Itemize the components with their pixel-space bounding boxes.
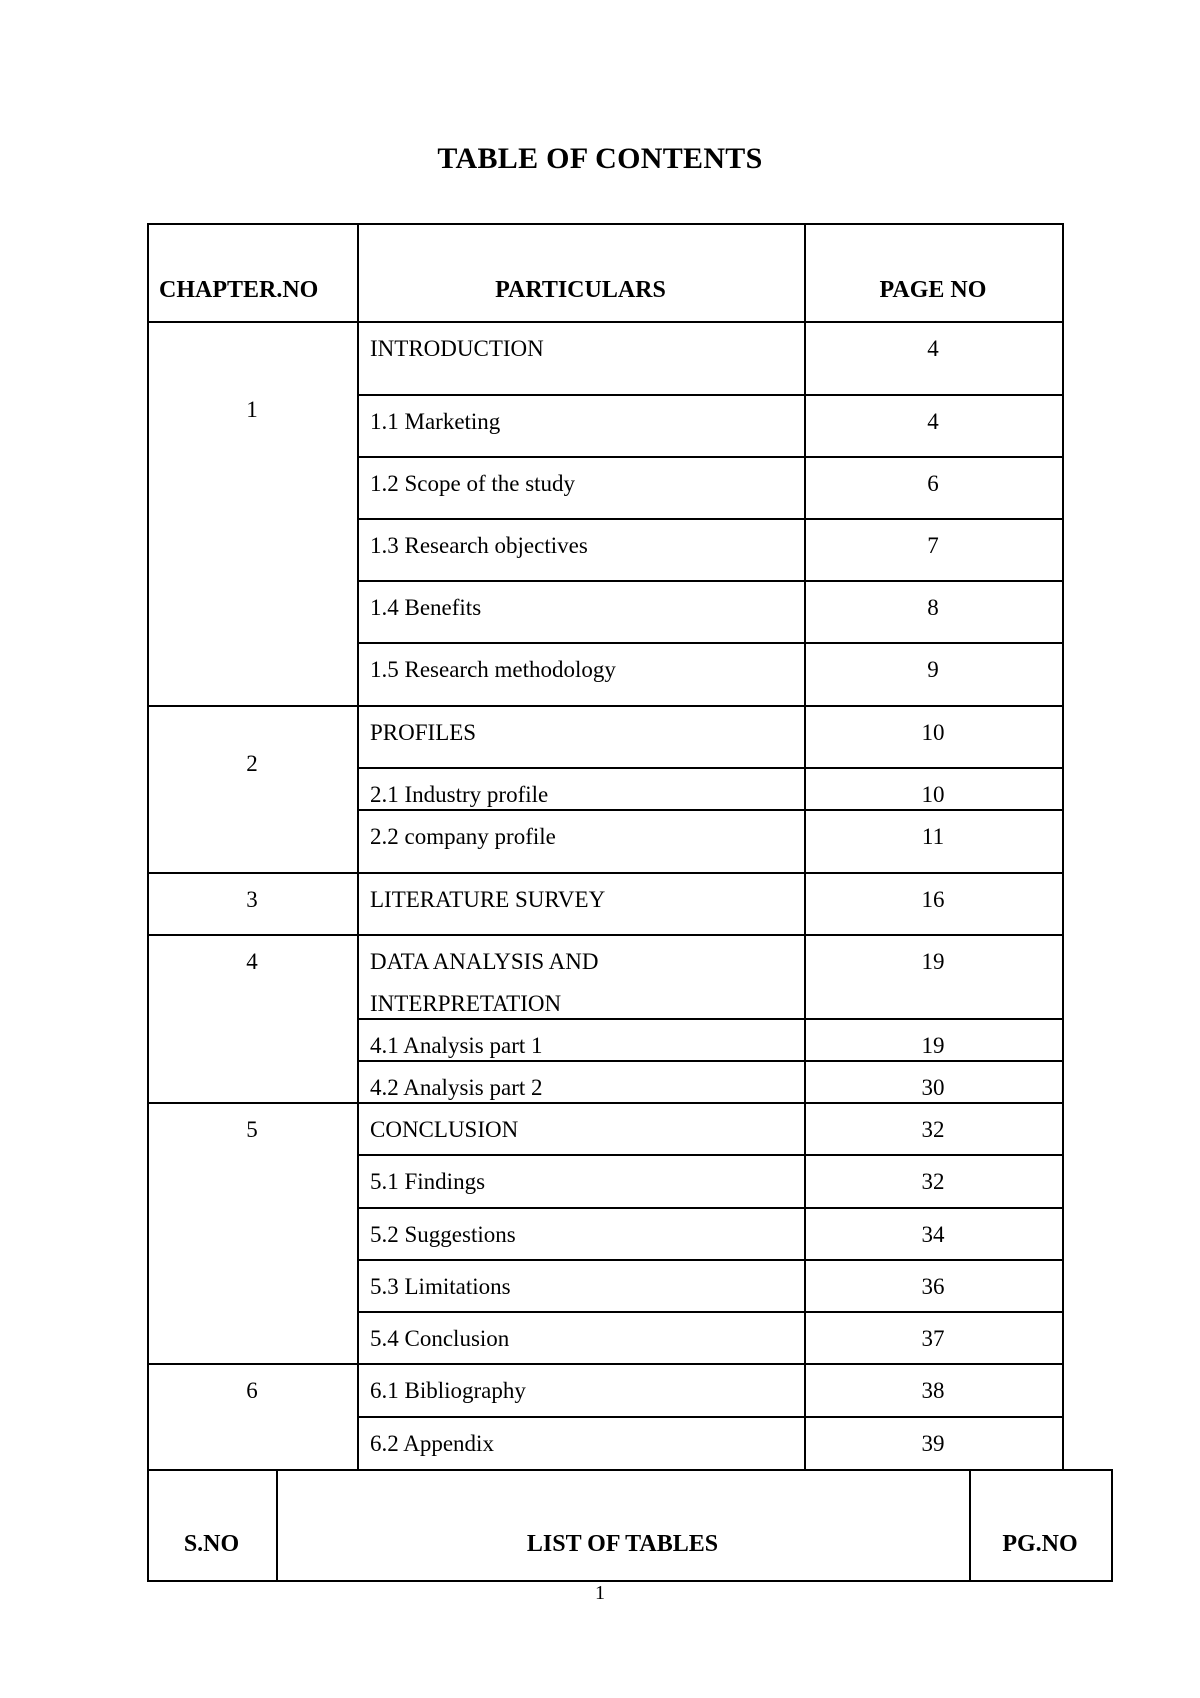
chapter-bottom-border (147, 1102, 1064, 1104)
toc-entry-page: 38 (921, 1378, 945, 1403)
row-divider (357, 809, 1064, 811)
toc-entry-page: 4 (927, 336, 939, 361)
row-divider (357, 1060, 1064, 1062)
table-border-top (147, 223, 1064, 225)
list-tables-divider-sno (276, 1469, 278, 1582)
toc-entry-title: 4.1 Analysis part 1 (370, 1033, 543, 1058)
toc-entry-page: 6 (927, 471, 939, 496)
chapter-number: 1 (246, 397, 258, 422)
column-header-chapter: CHAPTER.NO (159, 277, 319, 303)
toc-entry-page: 36 (921, 1274, 945, 1299)
list-tables-border-right (1111, 1469, 1113, 1582)
toc-entry-page: 4 (927, 409, 939, 434)
list-tables-border-left (147, 1469, 149, 1582)
toc-entry-title-continued: INTERPRETATION (370, 991, 562, 1016)
toc-entry-title: 6.2 Appendix (370, 1431, 494, 1456)
toc-entry-page: 39 (921, 1431, 945, 1456)
toc-entry-page: 32 (921, 1117, 945, 1142)
toc-entry-page: 32 (921, 1169, 945, 1194)
column-header-page: PAGE NO (879, 277, 987, 303)
toc-entry-page: 10 (921, 782, 945, 807)
toc-entry-title: 5.2 Suggestions (370, 1222, 516, 1247)
table-header-divider (147, 321, 1064, 323)
column-header-particulars: PARTICULARS (495, 277, 666, 303)
row-divider (357, 1416, 1064, 1418)
column-divider-chapter (357, 223, 359, 1471)
toc-entry-page: 16 (921, 887, 945, 912)
chapter-number: 2 (246, 751, 258, 776)
toc-entry-title: CONCLUSION (370, 1117, 519, 1142)
row-divider (357, 1259, 1064, 1261)
toc-entry-page: 30 (921, 1075, 945, 1100)
toc-entry-title: 4.2 Analysis part 2 (370, 1075, 543, 1100)
toc-entry-page: 10 (921, 720, 945, 745)
table-border-right (1062, 223, 1064, 1471)
toc-entry-page: 11 (921, 824, 945, 849)
toc-entry-page: 8 (927, 595, 939, 620)
toc-entry-page: 19 (921, 1033, 945, 1058)
toc-entry-title: 2.2 company profile (370, 824, 556, 849)
chapter-bottom-border (147, 705, 1064, 707)
toc-entry-title: 5.3 Limitations (370, 1274, 511, 1299)
page-number: 1 (595, 1582, 605, 1604)
toc-entry-title: 6.1 Bibliography (370, 1378, 526, 1403)
row-divider (357, 394, 1064, 396)
row-divider (357, 1207, 1064, 1209)
chapter-number: 5 (246, 1117, 258, 1142)
toc-entry-title: 5.1 Findings (370, 1169, 486, 1194)
toc-entry-title: 1.3 Research objectives (370, 533, 588, 558)
row-divider (357, 642, 1064, 644)
chapter-bottom-border (147, 1363, 1064, 1365)
row-divider (357, 456, 1064, 458)
chapter-number: 4 (246, 949, 258, 974)
toc-entry-page: 19 (921, 949, 945, 974)
toc-entry-page: 9 (927, 657, 939, 682)
toc-entry-title: 2.1 Industry profile (370, 782, 549, 807)
toc-entry-page: 7 (927, 533, 939, 558)
page-title: TABLE OF CONTENTS (437, 142, 763, 175)
chapter-bottom-border (147, 934, 1064, 936)
row-divider (357, 1154, 1064, 1156)
chapter-number: 6 (246, 1378, 258, 1403)
toc-entry-title: DATA ANALYSIS AND (370, 949, 599, 974)
list-tables-header-sno: S.NO (183, 1531, 240, 1557)
toc-entry-page: 37 (921, 1326, 945, 1351)
row-divider (357, 1018, 1064, 1020)
toc-entry-title: 5.4 Conclusion (370, 1326, 510, 1351)
chapter-bottom-border (147, 872, 1064, 874)
toc-entry-title: LITERATURE SURVEY (370, 887, 606, 912)
toc-entry-title: 1.4 Benefits (370, 595, 482, 620)
toc-entry-title: INTRODUCTION (370, 336, 544, 361)
chapter-number: 3 (246, 887, 258, 912)
toc-entry-title: PROFILES (370, 720, 477, 745)
list-tables-header-page: PG.NO (1002, 1531, 1078, 1557)
row-divider (357, 580, 1064, 582)
row-divider (357, 1311, 1064, 1313)
list-tables-divider-page (969, 1469, 971, 1582)
row-divider (357, 767, 1064, 769)
toc-entry-title: 1.2 Scope of the study (370, 471, 576, 496)
toc-entry-title: 1.1 Marketing (370, 409, 501, 434)
row-divider (357, 518, 1064, 520)
toc-entry-title: 1.5 Research methodology (370, 657, 616, 682)
list-tables-header-title: LIST OF TABLES (526, 1531, 719, 1557)
toc-entry-page: 34 (921, 1222, 945, 1247)
